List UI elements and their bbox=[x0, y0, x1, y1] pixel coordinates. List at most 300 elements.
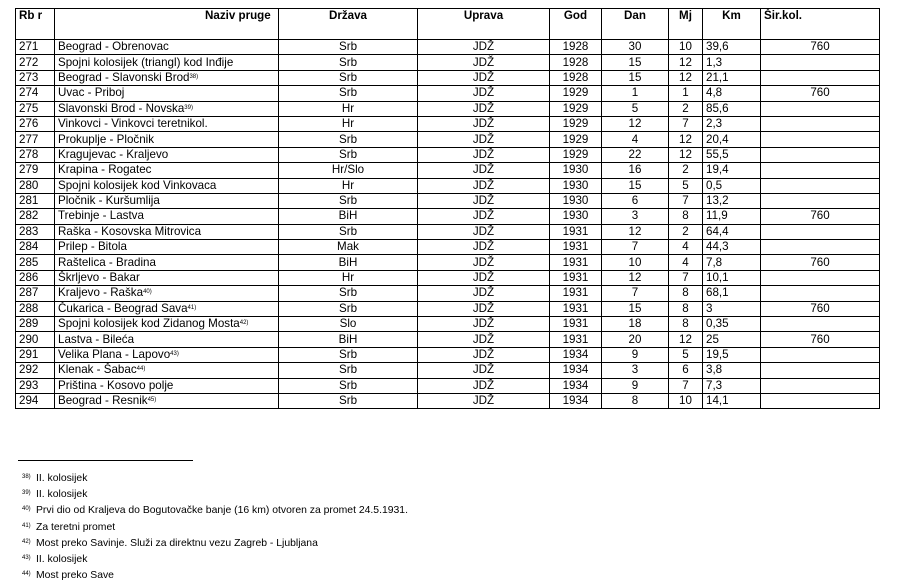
cell-km bbox=[703, 286, 761, 301]
cell-drzava-text: Srb bbox=[338, 55, 358, 69]
cell-god bbox=[550, 270, 602, 285]
cell-mj bbox=[669, 363, 703, 378]
cell-dan bbox=[602, 332, 669, 347]
cell-uprava bbox=[418, 55, 550, 70]
cell-dan-text: 18 bbox=[628, 317, 642, 331]
cell-rb-text: 289 bbox=[19, 317, 39, 331]
cell-km-text: 7,8 bbox=[706, 255, 723, 269]
cell-mj bbox=[669, 347, 703, 362]
cell-drzava bbox=[279, 55, 418, 70]
cell-km bbox=[703, 332, 761, 347]
cell-uprava bbox=[418, 378, 550, 393]
cell-km bbox=[703, 347, 761, 362]
cell-name bbox=[55, 101, 279, 116]
cell-drzava bbox=[279, 332, 418, 347]
cell-mj-text: 4 bbox=[682, 240, 689, 254]
cell-god bbox=[550, 163, 602, 178]
cell-rb bbox=[16, 317, 55, 332]
footnote-divider bbox=[18, 460, 193, 461]
cell-km-text: 0,35 bbox=[706, 317, 729, 331]
header-dan: Dan bbox=[602, 9, 669, 40]
cell-name bbox=[55, 178, 279, 193]
cell-rb-text: 279 bbox=[19, 163, 39, 177]
cell-km-text: 64,4 bbox=[706, 224, 729, 238]
cell-drzava bbox=[279, 209, 418, 224]
cell-rb bbox=[16, 178, 55, 193]
cell-god-text: 1931 bbox=[562, 332, 589, 346]
cell-name bbox=[55, 163, 279, 178]
footnote-ref: 41) bbox=[187, 304, 197, 311]
cell-uprava-text: JDŽ bbox=[472, 40, 495, 54]
table-row bbox=[16, 347, 880, 362]
cell-dan-text: 9 bbox=[631, 348, 639, 361]
table-row bbox=[16, 86, 880, 101]
cell-drzava-text: Srb bbox=[338, 348, 358, 361]
cell-dan-text: 7 bbox=[631, 286, 639, 300]
cell-km-text: 20,4 bbox=[706, 132, 729, 146]
cell-sirina bbox=[761, 240, 880, 255]
cell-mj bbox=[669, 209, 703, 224]
cell-uprava bbox=[418, 40, 550, 55]
cell-km-text: 19,4 bbox=[706, 163, 729, 177]
cell-km bbox=[703, 378, 761, 393]
cell-drzava bbox=[279, 301, 418, 316]
cell-rb bbox=[16, 255, 55, 270]
cell-name-text: Priština - Kosovo polje bbox=[58, 378, 174, 392]
cell-rb bbox=[16, 393, 55, 408]
cell-dan bbox=[602, 301, 669, 316]
cell-god-text: 1934 bbox=[562, 363, 589, 377]
cell-uprava-text: JDŽ bbox=[472, 394, 495, 408]
cell-drzava-text: Hr/Slo bbox=[331, 163, 365, 177]
cell-name bbox=[55, 209, 279, 224]
cell-dan-text: 12 bbox=[628, 117, 642, 131]
cell-dan-text: 10 bbox=[628, 255, 642, 269]
cell-km bbox=[703, 270, 761, 285]
cell-sirina-text: 760 bbox=[810, 209, 830, 223]
cell-uprava-text: JDŽ bbox=[472, 271, 495, 285]
cell-god-text: 1934 bbox=[562, 348, 589, 361]
cell-name-text: Kraljevo - Raška bbox=[58, 286, 144, 300]
cell-dan-text: 3 bbox=[631, 363, 639, 377]
cell-rb-text: 276 bbox=[19, 117, 39, 131]
table-row bbox=[16, 209, 880, 224]
footnote-number: 42) bbox=[22, 538, 31, 545]
cell-rb bbox=[16, 70, 55, 85]
cell-uprava bbox=[418, 132, 550, 147]
footnote-number: 43) bbox=[22, 555, 31, 562]
cell-god bbox=[550, 55, 602, 70]
cell-uprava-text: JDŽ bbox=[472, 194, 495, 208]
cell-mj-text: 12 bbox=[679, 55, 692, 69]
cell-mj bbox=[669, 286, 703, 301]
cell-sirina bbox=[761, 55, 880, 70]
cell-god bbox=[550, 317, 602, 332]
cell-rb bbox=[16, 86, 55, 101]
cell-drzava-text: Hr bbox=[341, 117, 355, 131]
cell-dan-text: 9 bbox=[631, 378, 639, 392]
cell-rb bbox=[16, 209, 55, 224]
cell-rb bbox=[16, 332, 55, 347]
cell-rb-text: 287 bbox=[19, 286, 39, 300]
cell-mj bbox=[669, 332, 703, 347]
table-row bbox=[16, 55, 880, 70]
cell-drzava-text: Srb bbox=[338, 394, 358, 408]
cell-dan-text: 4 bbox=[631, 132, 639, 146]
cell-god bbox=[550, 378, 602, 393]
cell-rb-text: 271 bbox=[19, 40, 39, 54]
cell-god bbox=[550, 101, 602, 116]
cell-mj bbox=[669, 301, 703, 316]
cell-sirina bbox=[761, 132, 880, 147]
cell-rb bbox=[16, 55, 55, 70]
cell-name bbox=[55, 363, 279, 378]
cell-dan-text: 15 bbox=[628, 55, 642, 69]
cell-god bbox=[550, 255, 602, 270]
cell-name bbox=[55, 301, 279, 316]
cell-drzava-text: Srb bbox=[338, 286, 358, 300]
cell-dan-text: 6 bbox=[631, 194, 639, 208]
cell-uprava bbox=[418, 270, 550, 285]
cell-km-text: 3,8 bbox=[706, 363, 723, 377]
cell-mj-text: 10 bbox=[679, 394, 692, 408]
cell-uprava bbox=[418, 301, 550, 316]
cell-uprava bbox=[418, 363, 550, 378]
cell-mj-text: 7 bbox=[682, 194, 689, 208]
cell-dan-text: 15 bbox=[628, 301, 642, 315]
cell-km bbox=[703, 40, 761, 55]
cell-name-text: Uvac - Priboj bbox=[58, 86, 125, 100]
cell-sirina bbox=[761, 347, 880, 362]
cell-name bbox=[55, 86, 279, 101]
cell-name bbox=[55, 317, 279, 332]
cell-rb-text: 273 bbox=[19, 70, 39, 84]
cell-name-text: Spojni kolosijek (triangl) kod Inđije bbox=[58, 55, 234, 69]
table-row bbox=[16, 240, 880, 255]
cell-dan-text: 12 bbox=[628, 224, 642, 238]
cell-dan bbox=[602, 393, 669, 408]
cell-drzava-text: Slo bbox=[339, 317, 357, 331]
footnote-number: 44) bbox=[22, 571, 31, 578]
cell-km bbox=[703, 163, 761, 178]
footnote-number: 39) bbox=[22, 490, 31, 497]
cell-drzava bbox=[279, 163, 418, 178]
cell-uprava bbox=[418, 116, 550, 131]
cell-sirina bbox=[761, 270, 880, 285]
cell-rb bbox=[16, 301, 55, 316]
cell-uprava-text: JDŽ bbox=[472, 117, 495, 131]
cell-dan-text: 15 bbox=[628, 178, 642, 192]
cell-uprava bbox=[418, 70, 550, 85]
cell-god bbox=[550, 86, 602, 101]
cell-km-text: 21,1 bbox=[706, 70, 729, 84]
cell-name bbox=[55, 70, 279, 85]
cell-god-text: 1929 bbox=[562, 132, 589, 146]
cell-uprava bbox=[418, 240, 550, 255]
cell-god-text: 1929 bbox=[562, 147, 589, 161]
cell-mj bbox=[669, 270, 703, 285]
cell-dan bbox=[602, 101, 669, 116]
cell-dan-text: 30 bbox=[628, 40, 642, 54]
cell-dan bbox=[602, 178, 669, 193]
cell-god bbox=[550, 240, 602, 255]
footnote-text: Za teretni promet bbox=[36, 521, 116, 533]
cell-dan bbox=[602, 378, 669, 393]
cell-drzava-text: Srb bbox=[338, 224, 358, 238]
table-row bbox=[16, 224, 880, 239]
header-naziv: Naziv pruge bbox=[55, 9, 279, 40]
cell-name bbox=[55, 286, 279, 301]
cell-dan bbox=[602, 163, 669, 178]
cell-sirina bbox=[761, 86, 880, 101]
cell-km bbox=[703, 363, 761, 378]
header-drzava: Država bbox=[279, 9, 418, 40]
cell-dan-text: 3 bbox=[631, 209, 639, 223]
cell-uprava-text: JDŽ bbox=[472, 163, 495, 177]
cell-name bbox=[55, 347, 279, 362]
table-row bbox=[16, 286, 880, 301]
cell-uprava bbox=[418, 86, 550, 101]
cell-sirina-text: 760 bbox=[810, 86, 830, 100]
cell-mj-text: 7 bbox=[682, 271, 689, 285]
cell-sirina bbox=[761, 317, 880, 332]
cell-sirina bbox=[761, 193, 880, 208]
footnotes bbox=[22, 470, 408, 583]
cell-drzava-text: Hr bbox=[341, 271, 355, 285]
cell-drzava-text: Srb bbox=[338, 86, 358, 100]
cell-uprava bbox=[418, 286, 550, 301]
cell-rb bbox=[16, 270, 55, 285]
cell-name-text: Čukarica - Beograd Sava bbox=[58, 301, 188, 315]
cell-sirina bbox=[761, 116, 880, 131]
cell-km bbox=[703, 255, 761, 270]
cell-drzava bbox=[279, 347, 418, 362]
cell-sirina-text: 760 bbox=[810, 255, 830, 269]
cell-km bbox=[703, 55, 761, 70]
cell-god-text: 1931 bbox=[562, 301, 589, 315]
cell-god bbox=[550, 147, 602, 162]
cell-drzava-text: BiH bbox=[338, 332, 358, 346]
table-row bbox=[16, 132, 880, 147]
cell-dan-text: 8 bbox=[631, 394, 639, 408]
cell-mj-text: 12 bbox=[679, 70, 692, 84]
cell-rb bbox=[16, 193, 55, 208]
footnote-ref: 45) bbox=[147, 397, 157, 404]
footnote-number: 40) bbox=[22, 506, 31, 513]
cell-mj-text: 7 bbox=[682, 117, 689, 131]
table-row bbox=[16, 332, 880, 347]
cell-km bbox=[703, 209, 761, 224]
cell-mj-text: 1 bbox=[682, 86, 689, 100]
cell-sirina-text: 760 bbox=[810, 40, 830, 54]
cell-god-text: 1934 bbox=[562, 394, 589, 408]
cell-drzava-text: Srb bbox=[338, 132, 358, 146]
cell-god-text: 1931 bbox=[562, 286, 589, 300]
cell-uprava-text: JDŽ bbox=[472, 224, 495, 238]
cell-god bbox=[550, 332, 602, 347]
cell-drzava bbox=[279, 193, 418, 208]
cell-mj-text: 2 bbox=[682, 163, 689, 177]
cell-drzava bbox=[279, 363, 418, 378]
cell-uprava bbox=[418, 178, 550, 193]
cell-god bbox=[550, 363, 602, 378]
cell-drzava bbox=[279, 132, 418, 147]
footnote bbox=[22, 470, 408, 486]
cell-mj bbox=[669, 224, 703, 239]
cell-mj-text: 5 bbox=[682, 178, 689, 192]
cell-uprava bbox=[418, 193, 550, 208]
cell-uprava bbox=[418, 393, 550, 408]
footnote-text: Most preko Save bbox=[36, 570, 114, 582]
cell-mj bbox=[669, 393, 703, 408]
cell-name-text: Kragujevac - Kraljevo bbox=[58, 147, 169, 161]
cell-god bbox=[550, 193, 602, 208]
cell-dan-text: 20 bbox=[628, 332, 642, 346]
cell-name-text: Slavonski Brod - Novska bbox=[58, 101, 185, 115]
cell-name bbox=[55, 132, 279, 147]
cell-god-text: 1929 bbox=[562, 101, 589, 115]
cell-mj-text: 10 bbox=[679, 40, 692, 54]
cell-name-text: Beograd - Slavonski Brod bbox=[58, 70, 190, 84]
footnote-ref: 40) bbox=[143, 289, 152, 296]
cell-rb-text: 293 bbox=[19, 378, 39, 392]
cell-mj-text: 7 bbox=[682, 378, 689, 392]
cell-km-text: 55,5 bbox=[706, 147, 729, 161]
cell-km bbox=[703, 116, 761, 131]
cell-name-text: Velika Plana - Lapovo bbox=[58, 348, 171, 361]
table-header-row bbox=[16, 9, 880, 40]
cell-god bbox=[550, 116, 602, 131]
cell-god-text: 1928 bbox=[562, 55, 589, 69]
cell-mj bbox=[669, 70, 703, 85]
header-sirina: Šir.kol. bbox=[761, 9, 880, 40]
cell-god bbox=[550, 132, 602, 147]
cell-sirina-text: 760 bbox=[810, 301, 830, 315]
cell-rb-text: 283 bbox=[19, 224, 39, 238]
cell-dan bbox=[602, 240, 669, 255]
cell-km-text: 11,9 bbox=[706, 209, 728, 223]
cell-god bbox=[550, 301, 602, 316]
cell-rb bbox=[16, 147, 55, 162]
cell-uprava-text: JDŽ bbox=[472, 240, 495, 254]
cell-rb bbox=[16, 378, 55, 393]
table-row bbox=[16, 255, 880, 270]
cell-name bbox=[55, 193, 279, 208]
cell-km bbox=[703, 224, 761, 239]
cell-sirina bbox=[761, 255, 880, 270]
cell-drzava bbox=[279, 255, 418, 270]
footnote-ref: 42) bbox=[239, 320, 249, 327]
cell-rb-text: 281 bbox=[19, 194, 39, 208]
cell-dan bbox=[602, 70, 669, 85]
cell-dan bbox=[602, 317, 669, 332]
header-uprava: Uprava bbox=[418, 9, 550, 40]
cell-god-text: 1931 bbox=[562, 255, 589, 269]
cell-rb-text: 274 bbox=[19, 86, 39, 100]
cell-dan bbox=[602, 255, 669, 270]
footnote bbox=[22, 486, 408, 502]
footnote-text: II. kolosijek bbox=[36, 554, 88, 566]
cell-uprava-text: JDŽ bbox=[472, 132, 495, 146]
cell-mj bbox=[669, 193, 703, 208]
cell-mj bbox=[669, 317, 703, 332]
cell-km-text: 7,3 bbox=[706, 378, 723, 392]
cell-sirina bbox=[761, 363, 880, 378]
cell-dan-text: 12 bbox=[628, 271, 642, 285]
cell-dan bbox=[602, 40, 669, 55]
cell-rb bbox=[16, 116, 55, 131]
cell-uprava-text: JDŽ bbox=[472, 363, 495, 377]
cell-name-text: Vinkovci - Vinkovci teretnikol. bbox=[58, 117, 208, 131]
cell-uprava bbox=[418, 224, 550, 239]
table-row bbox=[16, 163, 880, 178]
footnote-ref: 38) bbox=[189, 73, 199, 80]
cell-name-text: Krapina - Rogatec bbox=[58, 163, 152, 177]
cell-god bbox=[550, 209, 602, 224]
cell-dan bbox=[602, 116, 669, 131]
cell-uprava-text: JDŽ bbox=[472, 286, 495, 300]
cell-god-text: 1929 bbox=[562, 86, 589, 100]
cell-drzava bbox=[279, 240, 418, 255]
cell-rb bbox=[16, 163, 55, 178]
footnote-text: II. kolosijek bbox=[36, 489, 88, 501]
cell-sirina bbox=[761, 209, 880, 224]
footnote bbox=[22, 535, 408, 551]
cell-god-text: 1930 bbox=[562, 178, 589, 192]
cell-uprava-text: JDŽ bbox=[472, 255, 495, 269]
cell-uprava-text: JDŽ bbox=[472, 332, 495, 346]
cell-km-text: 1,3 bbox=[706, 55, 723, 69]
header-rb: Rb r bbox=[16, 9, 55, 40]
cell-mj bbox=[669, 378, 703, 393]
cell-dan bbox=[602, 286, 669, 301]
header-mj: Mj bbox=[669, 9, 703, 40]
cell-name bbox=[55, 255, 279, 270]
cell-drzava-text: Srb bbox=[338, 70, 358, 84]
cell-name-text: Trebinje - Lastva bbox=[58, 209, 144, 223]
table-row bbox=[16, 301, 880, 316]
cell-mj bbox=[669, 147, 703, 162]
cell-name bbox=[55, 270, 279, 285]
cell-name bbox=[55, 116, 279, 131]
cell-mj bbox=[669, 116, 703, 131]
cell-god-text: 1930 bbox=[562, 194, 589, 208]
cell-god-text: 1931 bbox=[562, 317, 589, 331]
cell-sirina-text: 760 bbox=[810, 332, 830, 346]
cell-drzava-text: Srb bbox=[338, 363, 358, 377]
cell-god bbox=[550, 347, 602, 362]
cell-god bbox=[550, 178, 602, 193]
cell-drzava bbox=[279, 270, 418, 285]
cell-uprava bbox=[418, 255, 550, 270]
cell-dan bbox=[602, 363, 669, 378]
table-row bbox=[16, 101, 880, 116]
cell-name-text: Pločnik - Kuršumlija bbox=[58, 194, 160, 208]
cell-uprava-text: JDŽ bbox=[472, 301, 495, 315]
cell-rb-text: 277 bbox=[19, 132, 39, 146]
cell-drzava-text: Srb bbox=[338, 378, 358, 392]
cell-god-text: 1930 bbox=[562, 163, 589, 177]
cell-rb bbox=[16, 347, 55, 362]
cell-rb bbox=[16, 286, 55, 301]
cell-uprava-text: JDŽ bbox=[472, 147, 495, 161]
cell-name-text: Spojni kolosijek kod Zidanog Mosta bbox=[58, 317, 240, 331]
header-km: Km bbox=[703, 9, 761, 40]
cell-dan bbox=[602, 347, 669, 362]
cell-km bbox=[703, 193, 761, 208]
cell-mj-text: 8 bbox=[682, 286, 689, 300]
footnote bbox=[22, 502, 408, 518]
